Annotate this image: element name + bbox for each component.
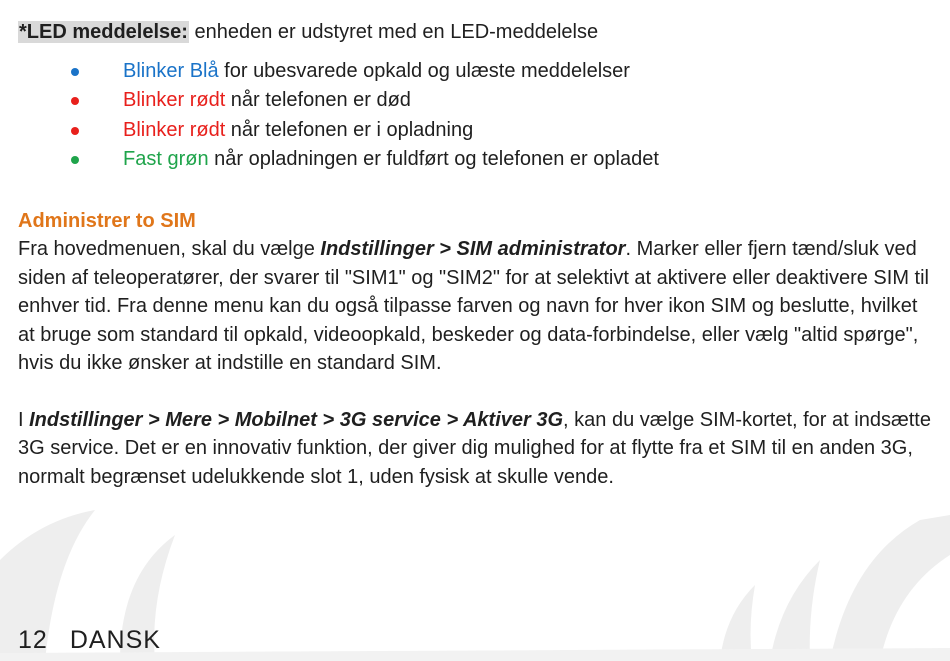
section-title: Administrer to SIM — [18, 209, 196, 232]
paragraph-text: . Marker eller fjern tænd/sluk ved siden af teleoperatører, der svarer til "SIM1" og "SIM2" for at selektivt at aktivere eller deaktivere SIM til enhver tid. Fra denne menu kan du også tilpasse farven og navn for hver ikon SIM og beslutte, hvilket at bruge som standard til opkald, videoopkald, beskeder og data-forbindelse, eller vælg "altid spørge", hvis du ikke ønsker at indstille en standard SIM. — [18, 238, 929, 374]
led-description: når telefonen er død — [225, 89, 411, 111]
language-label: DANSK — [69, 626, 161, 654]
paragraph-text: , kan du vælge SIM-kortet, for at indsætte 3G service. Det er en innovativ funktion, der giver dig mulighed for at flytte fra et SIM til en anden 3G, normalt begrænset udelukkende slot 1, uden fysisk at skulle vende. — [18, 408, 931, 488]
page-content — [18, 18, 933, 491]
3g-paragraph — [18, 406, 933, 492]
list-item — [18, 86, 933, 116]
bullet-dot-icon — [71, 68, 79, 76]
paragraph-text: Fra hovedmenuen, skal du vælge — [18, 238, 321, 260]
paragraph-text: I — [18, 408, 30, 431]
sim-paragraph — [18, 235, 933, 378]
led-color-word: Blinker Blå — [123, 59, 219, 82]
led-notice-heading — [18, 18, 933, 47]
bullet-dot-icon — [71, 156, 79, 164]
bullet-dot-icon — [71, 127, 79, 135]
led-notice-label: *LED meddelelse: — [19, 21, 188, 43]
led-description: når telefonen er i opladning — [225, 118, 474, 141]
page-footer — [18, 626, 161, 655]
led-list — [18, 57, 933, 175]
list-item — [18, 116, 933, 146]
led-color-word: Fast grøn — [123, 148, 209, 170]
led-color-word: Blinker rødt — [123, 118, 226, 141]
led-notice-text: enheden er udstyret med en LED-meddelelse — [188, 21, 599, 43]
page-number: 12 — [18, 626, 48, 654]
list-item — [18, 57, 933, 87]
led-description: når opladningen er fuldført og telefonen er opladet — [208, 148, 659, 170]
led-description: for ubesvarede opkald og ulæste meddelelser — [218, 59, 630, 82]
menu-path: Indstillinger > Mere > Mobilnet > 3G service > Aktiver 3G — [29, 408, 564, 431]
led-color-word: Blinker rødt — [123, 89, 226, 111]
bullet-dot-icon — [71, 97, 79, 105]
list-item — [18, 145, 933, 175]
menu-path: Indstillinger > SIM administrator — [320, 238, 626, 260]
